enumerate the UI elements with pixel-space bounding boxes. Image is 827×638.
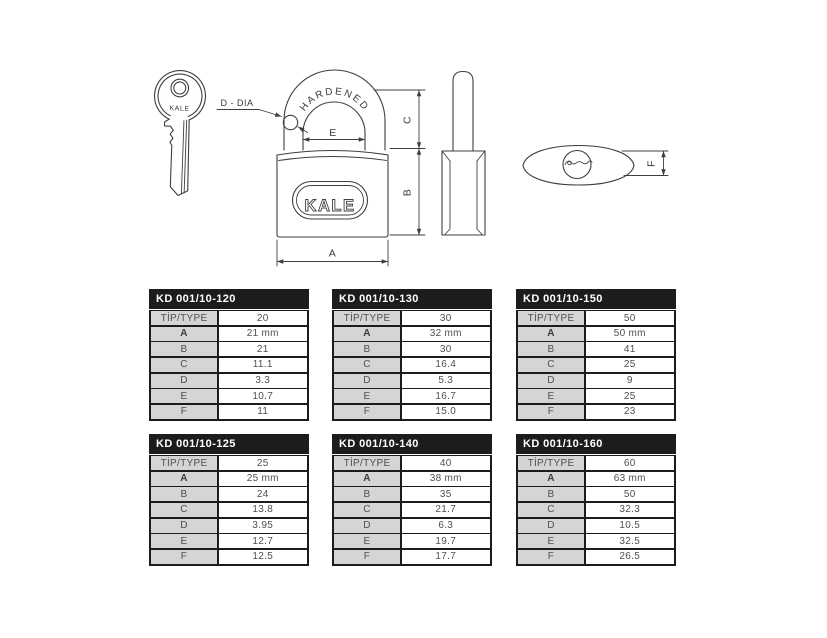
spec-value-cell: 30 bbox=[402, 342, 491, 356]
table-row bbox=[518, 503, 674, 517]
side-body-edge-right bbox=[477, 161, 483, 235]
dimension-b bbox=[390, 149, 425, 236]
table-row bbox=[334, 456, 490, 470]
table-row bbox=[151, 327, 307, 341]
spec-value-cell: 25 bbox=[586, 389, 675, 403]
spec-label-cell: F bbox=[518, 550, 584, 564]
spec-label-cell: C bbox=[518, 358, 584, 372]
table-row bbox=[334, 487, 490, 501]
table-row bbox=[151, 456, 307, 470]
spec-label-cell: A bbox=[334, 327, 400, 341]
dimension-e-label: E bbox=[329, 127, 337, 139]
table-row bbox=[151, 342, 307, 356]
table-row bbox=[334, 311, 490, 325]
spec-table-title: KD 001/10-125 bbox=[149, 434, 309, 454]
spec-value-cell: 3.3 bbox=[219, 374, 308, 388]
spec-table-body bbox=[149, 310, 309, 421]
spec-value-cell: 32.5 bbox=[586, 534, 675, 548]
spec-label-cell: TİP/TYPE bbox=[334, 456, 400, 470]
spec-table-body bbox=[516, 455, 676, 566]
spec-value-cell: 9 bbox=[586, 374, 675, 388]
padlock-top-view bbox=[523, 146, 668, 186]
table-row bbox=[334, 550, 490, 564]
kale-badge-text: KALE bbox=[304, 196, 356, 215]
table-row bbox=[518, 358, 674, 372]
key-hole-inner bbox=[174, 82, 186, 94]
spec-label-cell: F bbox=[151, 405, 217, 419]
table-row bbox=[334, 389, 490, 403]
spec-value-cell: 10.7 bbox=[219, 389, 308, 403]
dimension-c bbox=[374, 90, 425, 149]
side-shackle-rod bbox=[453, 72, 473, 152]
spec-label-cell: B bbox=[518, 487, 584, 501]
shackle-inner-outline bbox=[303, 102, 365, 150]
spec-table-kd-001-10-120 bbox=[149, 289, 309, 421]
table-row bbox=[518, 374, 674, 388]
spec-table-kd-001-10-140 bbox=[332, 434, 492, 566]
table-row bbox=[334, 327, 490, 341]
top-view-lens-outline bbox=[523, 146, 634, 186]
table-row bbox=[151, 358, 307, 372]
dimension-a-label: A bbox=[328, 247, 337, 260]
spec-value-cell: 21.7 bbox=[402, 503, 491, 517]
dimension-b-label: B bbox=[401, 188, 414, 197]
spec-table-title: KD 001/10-140 bbox=[332, 434, 492, 454]
spec-label-cell: E bbox=[334, 389, 400, 403]
spec-table-kd-001-10-125 bbox=[149, 434, 309, 566]
spec-label-cell: C bbox=[518, 503, 584, 517]
table-row bbox=[518, 389, 674, 403]
spec-value-cell: 16.7 bbox=[402, 389, 491, 403]
spec-label-cell: TİP/TYPE bbox=[151, 456, 217, 470]
table-row bbox=[334, 374, 490, 388]
spec-label-cell: C bbox=[151, 503, 217, 517]
table-row bbox=[518, 405, 674, 419]
key-blade-groove-2 bbox=[181, 121, 184, 194]
spec-label-cell: D bbox=[151, 519, 217, 533]
spec-value-cell: 60 bbox=[586, 456, 675, 470]
spec-value-cell: 3.95 bbox=[219, 519, 308, 533]
spec-value-cell: 35 bbox=[402, 487, 491, 501]
spec-value-cell: 30 bbox=[402, 311, 491, 325]
table-row bbox=[151, 311, 307, 325]
spec-label-cell: A bbox=[151, 472, 217, 486]
key-brand-text: KALE bbox=[169, 105, 190, 113]
hardened-text: HARDENED bbox=[298, 86, 371, 114]
spec-value-cell: 13.8 bbox=[219, 503, 308, 517]
spec-value-cell: 25 bbox=[219, 456, 308, 470]
spec-label-cell: C bbox=[334, 503, 400, 517]
spec-value-cell: 6.3 bbox=[402, 519, 491, 533]
spec-value-cell: 41 bbox=[586, 342, 675, 356]
spec-table-title: KD 001/10-130 bbox=[332, 289, 492, 309]
spec-table-kd-001-10-160 bbox=[516, 434, 676, 566]
table-row bbox=[151, 519, 307, 533]
spec-value-cell: 26.5 bbox=[586, 550, 675, 564]
spec-value-cell: 15.0 bbox=[402, 405, 491, 419]
spec-value-cell: 63 mm bbox=[586, 472, 675, 486]
spec-value-cell: 10.5 bbox=[586, 519, 675, 533]
spec-label-cell: A bbox=[518, 472, 584, 486]
spec-table-body bbox=[332, 310, 492, 421]
spec-value-cell: 25 bbox=[586, 358, 675, 372]
spec-label-cell: D bbox=[334, 374, 400, 388]
spec-label-cell: E bbox=[518, 534, 584, 548]
spec-table-body bbox=[149, 455, 309, 566]
key-drawing bbox=[151, 70, 206, 197]
spec-value-cell: 32 mm bbox=[402, 327, 491, 341]
spec-value-cell: 50 bbox=[586, 311, 675, 325]
spec-label-cell: TİP/TYPE bbox=[151, 311, 217, 325]
table-row bbox=[518, 327, 674, 341]
table-row bbox=[334, 472, 490, 486]
spec-label-cell: B bbox=[151, 342, 217, 356]
key-blade-groove bbox=[184, 120, 187, 192]
spec-value-cell: 38 mm bbox=[402, 472, 491, 486]
table-row bbox=[518, 534, 674, 548]
spec-value-cell: 11 bbox=[219, 405, 308, 419]
dimension-a bbox=[277, 240, 388, 266]
spec-table-kd-001-10-150 bbox=[516, 289, 676, 421]
spec-label-cell: F bbox=[334, 405, 400, 419]
spec-label-cell: E bbox=[334, 534, 400, 548]
spec-value-cell: 12.7 bbox=[219, 534, 308, 548]
spec-label-cell: D bbox=[518, 374, 584, 388]
table-row bbox=[334, 405, 490, 419]
spec-label-cell: B bbox=[334, 342, 400, 356]
table-row bbox=[518, 519, 674, 533]
d-dia-leader-arrow bbox=[259, 110, 282, 117]
spec-value-cell: 12.5 bbox=[219, 550, 308, 564]
spec-label-cell: B bbox=[334, 487, 400, 501]
table-row bbox=[334, 503, 490, 517]
spec-label-cell: D bbox=[518, 519, 584, 533]
spec-value-cell: 20 bbox=[219, 311, 308, 325]
side-body-chamfer-top-right bbox=[477, 151, 485, 161]
table-row bbox=[334, 519, 490, 533]
spec-table-body bbox=[516, 310, 676, 421]
spec-value-cell: 21 mm bbox=[219, 327, 308, 341]
spec-value-cell: 5.3 bbox=[402, 374, 491, 388]
spec-label-cell: A bbox=[518, 327, 584, 341]
spec-value-cell: 17.7 bbox=[402, 550, 491, 564]
table-row bbox=[518, 550, 674, 564]
dimension-c-label: C bbox=[401, 115, 414, 125]
spec-table-title: KD 001/10-150 bbox=[516, 289, 676, 309]
spec-label-cell: E bbox=[518, 389, 584, 403]
table-row bbox=[518, 311, 674, 325]
table-row bbox=[518, 342, 674, 356]
table-row bbox=[334, 534, 490, 548]
padlock-side-view bbox=[442, 72, 485, 236]
spec-label-cell: TİP/TYPE bbox=[518, 456, 584, 470]
d-dia-label: D - DIA bbox=[220, 98, 254, 108]
table-row bbox=[151, 550, 307, 564]
table-row bbox=[518, 472, 674, 486]
table-row bbox=[151, 389, 307, 403]
technical-drawing bbox=[130, 40, 690, 280]
table-row bbox=[151, 503, 307, 517]
spec-label-cell: C bbox=[151, 358, 217, 372]
table-row bbox=[334, 342, 490, 356]
spec-value-cell: 40 bbox=[402, 456, 491, 470]
spec-label-cell: F bbox=[334, 550, 400, 564]
side-body-chamfer-top-left bbox=[442, 151, 450, 161]
side-body-edge-left bbox=[445, 161, 451, 235]
table-row bbox=[151, 487, 307, 501]
spec-label-cell: F bbox=[518, 405, 584, 419]
spec-value-cell: 24 bbox=[219, 487, 308, 501]
padlock-body-collar-line bbox=[279, 157, 387, 161]
top-view-cylinder-circle bbox=[563, 151, 591, 179]
spec-label-cell: A bbox=[334, 472, 400, 486]
spec-label-cell: A bbox=[151, 327, 217, 341]
dimension-e bbox=[303, 127, 365, 140]
d-dia-callout bbox=[217, 98, 308, 133]
spec-value-cell: 19.7 bbox=[402, 534, 491, 548]
spec-label-cell: F bbox=[151, 550, 217, 564]
table-row bbox=[518, 487, 674, 501]
side-body-outline bbox=[442, 151, 485, 235]
spec-value-cell: 11.1 bbox=[219, 358, 308, 372]
spec-value-cell: 50 bbox=[586, 487, 675, 501]
shackle-diameter-circle bbox=[283, 115, 297, 129]
spec-value-cell: 25 mm bbox=[219, 472, 308, 486]
table-row bbox=[151, 534, 307, 548]
spec-value-cell: 23 bbox=[586, 405, 675, 419]
padlock-front-view bbox=[277, 70, 388, 237]
spec-value-cell: 32.3 bbox=[586, 503, 675, 517]
spec-table-title: KD 001/10-160 bbox=[516, 434, 676, 454]
spec-label-cell: TİP/TYPE bbox=[334, 311, 400, 325]
spec-table-title: KD 001/10-120 bbox=[149, 289, 309, 309]
spec-label-cell: E bbox=[151, 534, 217, 548]
spec-label-cell: B bbox=[151, 487, 217, 501]
spec-table-body bbox=[332, 455, 492, 566]
table-row bbox=[151, 405, 307, 419]
table-row bbox=[151, 374, 307, 388]
table-row bbox=[151, 472, 307, 486]
spec-table-kd-001-10-130 bbox=[332, 289, 492, 421]
spec-label-cell: E bbox=[151, 389, 217, 403]
spec-label-cell: TİP/TYPE bbox=[518, 311, 584, 325]
spec-value-cell: 16.4 bbox=[402, 358, 491, 372]
spec-label-cell: D bbox=[334, 519, 400, 533]
spec-value-cell: 50 mm bbox=[586, 327, 675, 341]
spec-label-cell: C bbox=[334, 358, 400, 372]
spec-value-cell: 21 bbox=[219, 342, 308, 356]
dimension-f bbox=[622, 151, 668, 176]
dimension-f-label: F bbox=[645, 160, 658, 167]
table-row bbox=[518, 456, 674, 470]
key-head-outline bbox=[154, 70, 207, 121]
table-row bbox=[334, 358, 490, 372]
spec-label-cell: B bbox=[518, 342, 584, 356]
spec-label-cell: D bbox=[151, 374, 217, 388]
